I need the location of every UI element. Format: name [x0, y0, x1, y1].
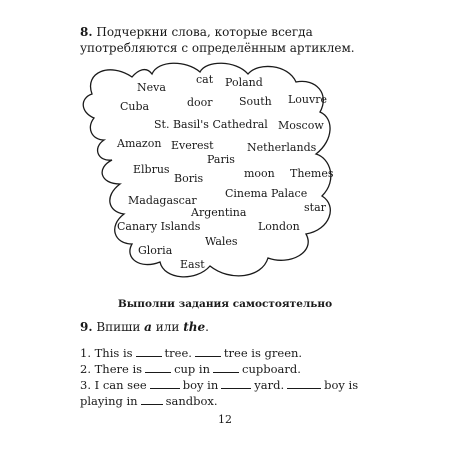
cloud-word-st-basils-cathedral[interactable]: St. Basil's Cathedral	[154, 118, 268, 131]
cloud-word-poland[interactable]: Poland	[225, 76, 263, 89]
line-3-part-2: boy in	[182, 378, 219, 392]
blank-input[interactable]	[150, 378, 180, 389]
task-9-number: 9.	[80, 320, 93, 334]
cloud-word-star[interactable]: star	[304, 201, 326, 214]
cloud-word-madagascar[interactable]: Madagascar	[128, 194, 197, 207]
task-9-option-the: the	[183, 320, 206, 334]
cloud-word-argentina[interactable]: Argentina	[191, 206, 247, 219]
line-4-part-1: playing in	[80, 394, 138, 408]
cloud-word-everest[interactable]: Everest	[171, 139, 214, 152]
exercise-line-1	[80, 346, 302, 360]
cloud-word-boris[interactable]: Boris	[174, 172, 204, 185]
cloud-word-moscow[interactable]: Moscow	[278, 119, 324, 132]
task-8-number: 8.	[80, 25, 93, 39]
cloud-word-cuba[interactable]: Cuba	[120, 100, 150, 113]
line-3-part-1: 3. I can see	[80, 378, 147, 392]
cloud-word-amazon[interactable]: Amazon	[117, 137, 162, 150]
task-9-instruction	[80, 320, 209, 334]
line-3-part-4: boy is	[324, 378, 359, 392]
task-9-period: .	[205, 320, 209, 334]
section-heading: Выполни задания самостоятельно	[117, 298, 333, 310]
cloud-word-paris[interactable]: Paris	[207, 153, 235, 166]
cloud-word-neva[interactable]: Neva	[137, 81, 166, 94]
cloud-word-louvre[interactable]: Louvre	[288, 93, 327, 106]
line-2-part-1: 2. There is	[80, 362, 143, 376]
blank-input[interactable]	[221, 378, 251, 389]
cloud-word-gloria[interactable]: Gloria	[138, 244, 173, 257]
task-9-connector: или	[155, 320, 180, 334]
blank-input[interactable]	[213, 362, 239, 373]
cloud-word-themes[interactable]: Themes	[290, 167, 334, 180]
cloud-word-cat[interactable]: cat	[196, 73, 214, 86]
blank-input[interactable]	[141, 394, 163, 405]
task-9-option-a: a	[144, 320, 152, 334]
line-4-part-2: sandbox.	[165, 394, 218, 408]
line-2-part-2: cup in	[174, 362, 211, 376]
cloud-word-elbrus[interactable]: Elbrus	[133, 163, 170, 176]
line-2-part-3: cupboard.	[242, 362, 301, 376]
exercise-line-3	[80, 378, 358, 392]
blank-input[interactable]	[287, 378, 321, 389]
line-3-part-3: yard.	[254, 378, 285, 392]
blank-input[interactable]	[136, 346, 162, 357]
cloud-word-netherlands[interactable]: Netherlands	[247, 141, 317, 154]
cloud-word-wales[interactable]: Wales	[205, 235, 238, 248]
line-1-part-3: tree is green.	[223, 346, 303, 360]
task-9-text: Впиши	[96, 320, 141, 334]
cloud-word-south[interactable]: South	[239, 95, 272, 108]
line-1-part-2: tree.	[164, 346, 192, 360]
line-1-part-1: 1. This is	[80, 346, 133, 360]
cloud-word-moon[interactable]: moon	[244, 167, 275, 180]
blank-input[interactable]	[195, 346, 221, 357]
exercise-line-2	[80, 362, 301, 376]
exercise-line-4	[80, 394, 218, 408]
page-number: 12	[218, 413, 232, 426]
cloud-word-cinema-palace[interactable]: Cinema Palace	[225, 187, 308, 200]
cloud-word-east[interactable]: East	[180, 258, 205, 271]
task-8-text: Подчеркни слова, которые всегда употребляются с определённым артиклем.	[80, 25, 355, 55]
cloud-word-door[interactable]: door	[187, 96, 213, 109]
cloud-word-london[interactable]: London	[258, 220, 300, 233]
cloud-word-canary-islands[interactable]: Canary Islands	[117, 220, 201, 233]
blank-input[interactable]	[145, 362, 171, 373]
